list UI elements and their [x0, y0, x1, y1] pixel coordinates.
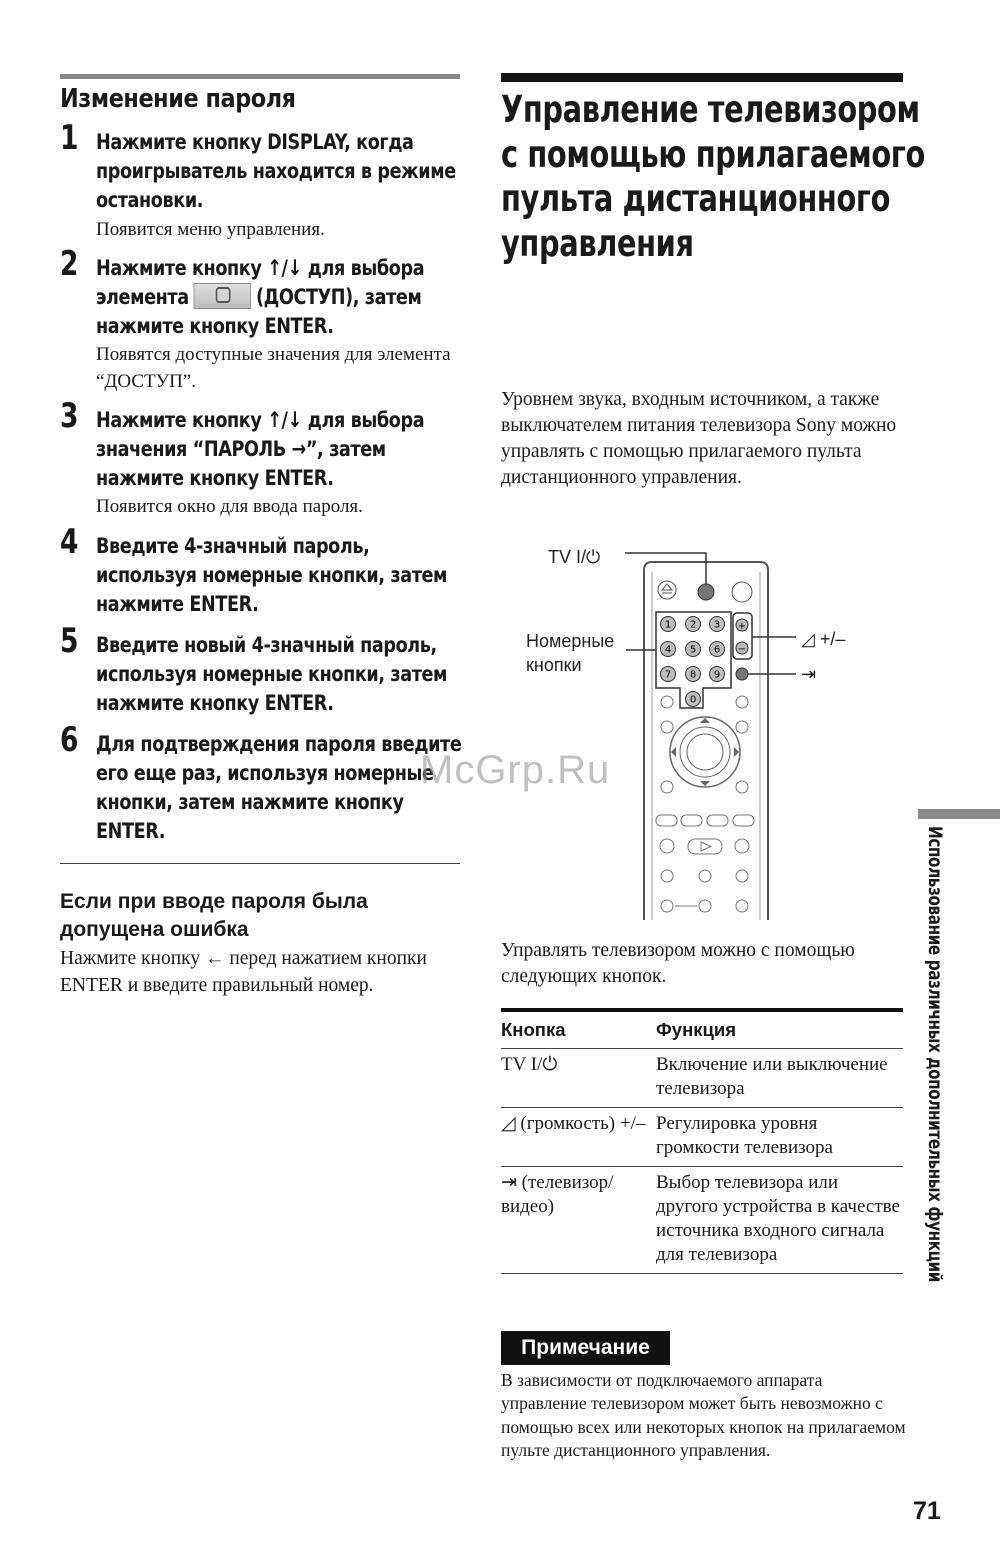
- table-intro: Управлять телевизором можно с помощью следующих кнопок.: [501, 940, 855, 987]
- power-button: [732, 582, 752, 602]
- cell-button: ⇥ (телевизор/видео): [501, 1172, 614, 1217]
- divider: [60, 863, 460, 864]
- enter-button: [687, 734, 723, 770]
- stop-button: [736, 870, 748, 882]
- number-button-label: 5: [689, 644, 697, 656]
- step-text: Введите новый 4-значный пароль, используя номерные кнопки, затем нажмите кнопку ENTER.: [96, 633, 448, 716]
- cell-function: Регулировка уровня громкости телевизора: [656, 1113, 833, 1158]
- watermark: McGrp.Ru: [420, 748, 611, 792]
- pause-button: [699, 870, 711, 882]
- intro-text: Уровнем звука, входным источником, а также выключателем питания телевизора Sony можно управлять с помощью прилагаемого пульта дистанционного управления.: [501, 389, 897, 488]
- input-select-button: [736, 668, 748, 680]
- step-result: Появятся доступные значения для элемента “ДОСТУП”.: [96, 344, 451, 392]
- step-text: Нажмите кнопку DISPLAY, когда проигрыватель находится в режиме остановки.: [96, 130, 456, 213]
- lock-icon: [194, 283, 251, 309]
- cell-button: TV I/⏻: [501, 1054, 558, 1075]
- table-row: [501, 1049, 903, 1108]
- prev-button: [656, 815, 677, 826]
- step-number: 3: [60, 396, 79, 436]
- label-number-buttons-1: Номерные: [526, 631, 615, 651]
- table-row: [501, 1167, 903, 1274]
- small-button: [661, 781, 673, 793]
- number-button-label: 0: [689, 694, 697, 706]
- table-row: [501, 1108, 903, 1167]
- step-result: Появится меню управления.: [96, 219, 325, 240]
- step-text: Нажмите кнопку ↑/↓ для выбора значения “ПАРОЛЬ →”, затем нажмите кнопку ENTER.: [96, 408, 425, 491]
- number-button-label: 8: [689, 669, 697, 681]
- play-button: [688, 839, 722, 854]
- side-tab-bar: [918, 809, 1000, 819]
- cell-function: Выбор телевизора или другого устройства в качестве источника входного сигнала для телевизора: [656, 1172, 900, 1265]
- section-rule: [60, 74, 460, 79]
- header-function: Функция: [656, 1019, 737, 1040]
- label-input-select: ⇥: [801, 664, 817, 684]
- function-table: [501, 1008, 903, 1274]
- label-volume: ◿ +/–: [801, 629, 846, 649]
- error-title: Если при вводе пароля была допущена ошибка: [60, 890, 368, 941]
- step-number: 6: [60, 720, 79, 760]
- small-button: [660, 839, 674, 853]
- small-button: [736, 696, 748, 708]
- note-badge: Примечание: [501, 1331, 670, 1365]
- label-tv-power: TV I/⏻: [548, 547, 601, 567]
- leader-tv-power: [625, 553, 706, 584]
- step-number: 1: [60, 118, 79, 158]
- volume-up-glyph: +: [737, 621, 747, 632]
- section-title: Изменение пароля: [60, 84, 296, 114]
- rewind-button: [681, 815, 702, 826]
- small-button: [699, 900, 711, 912]
- number-buttons: [661, 617, 725, 707]
- number-button-label: 6: [713, 644, 721, 656]
- step-number: 4: [60, 522, 79, 562]
- volume-down-glyph: −: [737, 644, 747, 655]
- cell-function: Включение или выключение телевизора: [656, 1054, 888, 1099]
- step-number: 5: [60, 621, 79, 661]
- step-result: Появится окно для ввода пароля.: [96, 496, 363, 517]
- header-button: Кнопка: [501, 1019, 566, 1040]
- next-button: [733, 815, 754, 826]
- title-rule: [501, 73, 903, 82]
- small-button: [661, 696, 673, 708]
- number-button-label: 9: [713, 669, 721, 681]
- forward-button: [707, 815, 728, 826]
- number-button-label: 2: [689, 619, 697, 631]
- step-text-before: Нажмите кнопку ↑/↓ для выбора элемента: [96, 256, 425, 310]
- small-button: [661, 900, 673, 912]
- small-button: [736, 900, 748, 912]
- side-section-label: Использование различных дополнительных функций: [924, 826, 946, 1282]
- step-text: Для подтверждения пароля введите его еще раз, используя номерные кнопки, затем нажмите кнопку ENTER.: [96, 732, 462, 844]
- number-button-label: 3: [713, 619, 721, 631]
- page-title: Управление телевизором с помощью прилагаемого пульта дистанционного управления: [501, 88, 925, 265]
- small-button: [736, 721, 748, 733]
- page-number: 71: [913, 1497, 941, 1525]
- small-button: [661, 870, 673, 882]
- step-text-after: (ДОСТУП), затем нажмите кнопку ENTER.: [96, 285, 422, 339]
- error-body: Нажмите кнопку ← перед нажатием кнопки ENTER и введите правильный номер.: [60, 948, 427, 996]
- small-button: [736, 781, 748, 793]
- label-number-buttons-2: кнопки: [526, 655, 582, 675]
- remote-control-diagram: [540, 540, 800, 930]
- small-button: [735, 839, 749, 853]
- small-button: [661, 721, 673, 733]
- tv-power-button: [698, 584, 714, 600]
- table-header-row: [501, 1012, 903, 1049]
- step-text: Введите 4-значный пароль, используя номерные кнопки, затем нажмите ENTER.: [96, 534, 448, 617]
- cell-button: ◿ (громкость) +/–: [501, 1113, 646, 1134]
- number-button-label: 7: [664, 669, 672, 681]
- number-button-label: 4: [664, 644, 672, 656]
- step-text: [96, 254, 465, 341]
- note-body: В зависимости от подключаемого аппарата управление телевизором может быть невозможно с помощью всех или некоторых кнопок на прилагаемом пульте дистанционного управления.: [501, 1370, 906, 1460]
- step-number: 2: [60, 244, 79, 284]
- number-button-label: 1: [664, 619, 672, 631]
